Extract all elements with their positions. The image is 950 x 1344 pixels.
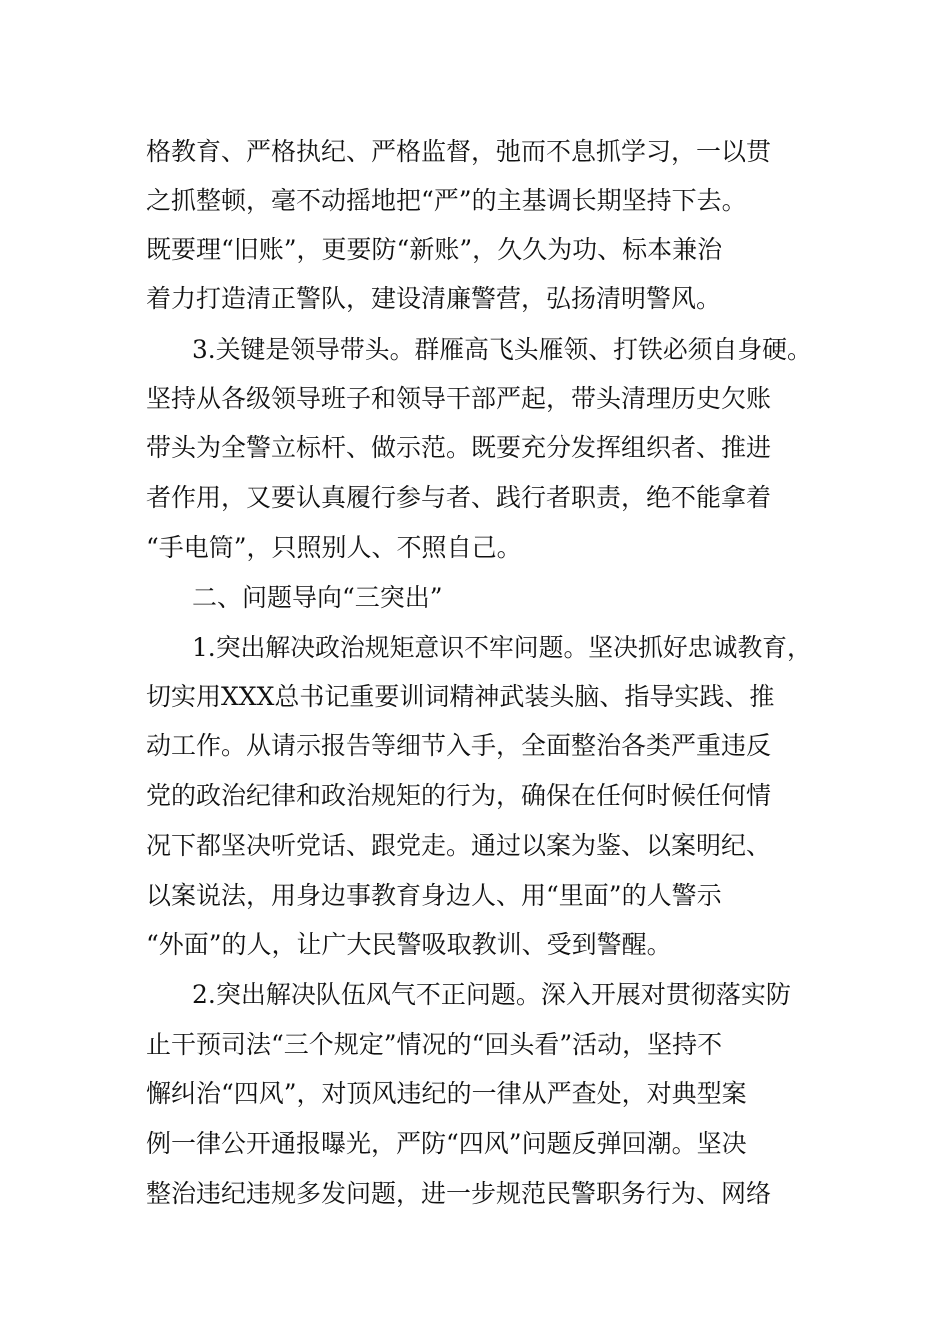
section-heading: 二、问题导向“三突出” [192, 583, 443, 612]
text-line: 坚持从各级领导班子和领导干部严起，带头清理历史欠账 [146, 384, 772, 413]
text-line: 既要理“旧账”，更要防“新账”，久久为功、标本兼治 [146, 235, 723, 264]
text-line: 况下都坚决听党话、跟党走。通过以案为鉴、以案明纪、 [146, 831, 772, 860]
paragraph-heading-2: 2.突出解决队伍风气不正问题。深入开展对贯彻落实防 [192, 980, 791, 1009]
text-line: “外面”的人，让广大民警吸取教训、受到警醒。 [146, 930, 672, 959]
text-line: 者作用，又要认真履行参与者、践行者职责，绝不能拿着 [146, 483, 772, 512]
text-line: 例一律公开通报曝光，严防“四风”问题反弹回潮。坚决 [146, 1129, 747, 1158]
text-line: 带头为全警立标杆、做示范。既要充分发挥组织者、推进 [146, 433, 772, 462]
paragraph-heading-3: 3.关键是领导带头。群雁高飞头雁领、打铁必须自身硬。 [192, 335, 812, 364]
text-line: 着力打造清正警队，建设清廉警营，弘扬清明警风。 [146, 284, 722, 313]
text-line: 格教育、严格执纪、严格监督，弛而不息抓学习，一以贯 [146, 137, 772, 166]
text-line: 切实用XXX总书记重要训词精神武装头脑、指导实践、推 [146, 682, 775, 711]
text-line: 动工作。从请示报告等细节入手，全面整治各类严重违反 [146, 731, 772, 760]
text-line: 党的政治纪律和政治规矩的行为，确保在任何时候任何情 [146, 781, 772, 810]
text-line: 以案说法，用身边事教育身边人、用“里面”的人警示 [146, 881, 722, 910]
text-line: 整治违纪违规多发问题，进一步规范民警职务行为、网络 [146, 1179, 772, 1208]
text-line: “手电筒”，只照别人、不照自己。 [146, 533, 522, 562]
text-line: 之抓整顿，毫不动摇地把“严”的主基调长期坚持下去。 [146, 186, 747, 215]
paragraph-heading-1: 1.突出解决政治规矩意识不牢问题。坚决抓好忠诚教育， [192, 633, 812, 662]
text-line: 止干预司法“三个规定”情况的“回头看”活动，坚持不 [146, 1030, 723, 1059]
text-line: 懈纠治“四风”，对顶风违纪的一律从严查处，对典型案 [146, 1079, 747, 1108]
